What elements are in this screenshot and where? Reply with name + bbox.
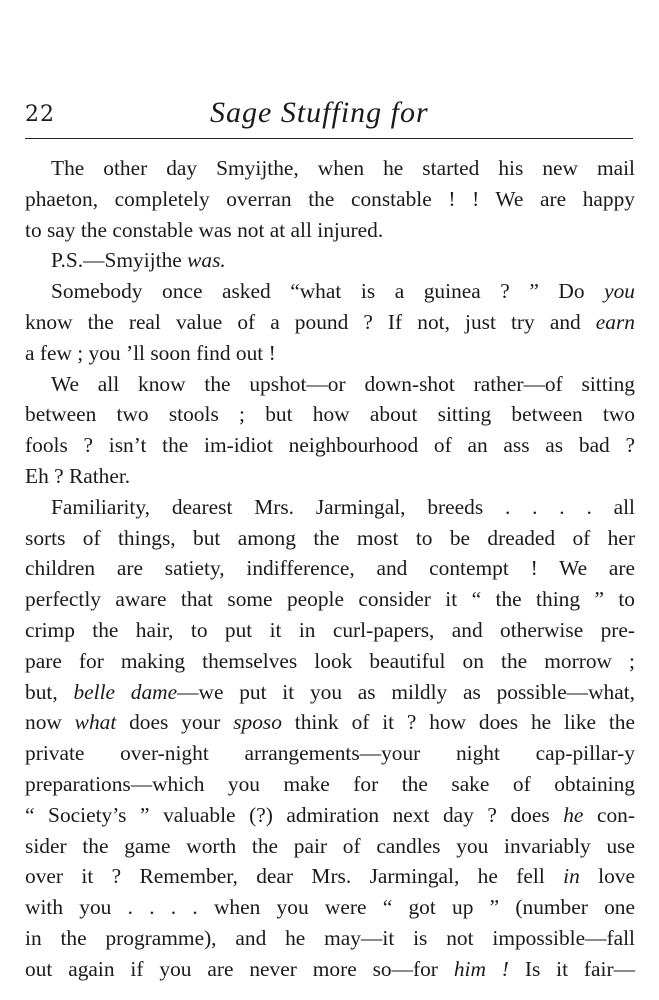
text-line: sider the game worth the pair of candles you invariably use bbox=[25, 833, 635, 858]
text-line: but, belle dame—we put it you as mildly as possible—what, bbox=[25, 679, 636, 704]
page-header bbox=[25, 96, 635, 136]
text-line: between two stools ; but how about sitting between two bbox=[25, 402, 635, 427]
text-line: out again if you are never more so—for him ! Is it fair— bbox=[25, 956, 636, 981]
text-line: over it ? Remember, dear Mrs. Jarmingal, he fell in love bbox=[25, 864, 635, 889]
text-line: fools ? isn’t the im-idiot neighbourhood of an ass as bad ? bbox=[25, 433, 635, 458]
text-line: children are satiety, indifference, and contempt ! We are bbox=[25, 556, 635, 581]
text-line: a few ; you ’ll soon find out ! bbox=[25, 340, 276, 365]
text-line: Familiarity, dearest Mrs. Jarmingal, breeds . . . . all bbox=[51, 494, 635, 519]
text-line: P.S.—Smyijthe was. bbox=[51, 248, 226, 273]
text-line: know the real value of a pound ? If not, just try and earn bbox=[25, 309, 635, 334]
text-line: preparations—which you make for the sake of obtaining bbox=[25, 771, 635, 796]
body-text bbox=[25, 153, 635, 985]
text-line: pare for making themselves look beautiful on the morrow ; bbox=[25, 648, 635, 673]
text-line: crimp the hair, to put it in curl-papers, and otherwise pre- bbox=[25, 617, 635, 642]
text-line: sorts of things, but among the most to be dreaded of her bbox=[25, 525, 635, 550]
text-line: The other day Smyijthe, when he started his new mail bbox=[51, 156, 635, 180]
page-number: 22 bbox=[25, 102, 55, 127]
text-line: private over-night arrangements—your night cap-pillar-y bbox=[25, 741, 635, 766]
text-line: in the programme), and he may—it is not impossible—fall bbox=[25, 925, 635, 950]
text-line: phaeton, completely overran the constable ! ! We are happy bbox=[25, 186, 635, 211]
running-title: Sage Stuffing for bbox=[210, 96, 429, 129]
text-line: with you . . . . when you were “ got up ” (number one bbox=[25, 895, 635, 920]
text-line: “ Society’s ” valuable (?) admiration next day ? does he con- bbox=[25, 802, 635, 827]
text-line: now what does your sposo think of it ? how does he like the bbox=[25, 710, 635, 735]
text-line: Somebody once asked “what is a guinea ? ” Do you bbox=[51, 279, 635, 304]
text-line: We all know the upshot—or down-shot rather—of sitting bbox=[51, 371, 635, 396]
text-line: Eh ? Rather. bbox=[25, 463, 131, 488]
header-rule bbox=[25, 138, 633, 139]
text-line: to say the constable was not at all injured. bbox=[25, 217, 384, 242]
text-line: perfectly aware that some people consider it “ the thing ” to bbox=[25, 587, 635, 612]
